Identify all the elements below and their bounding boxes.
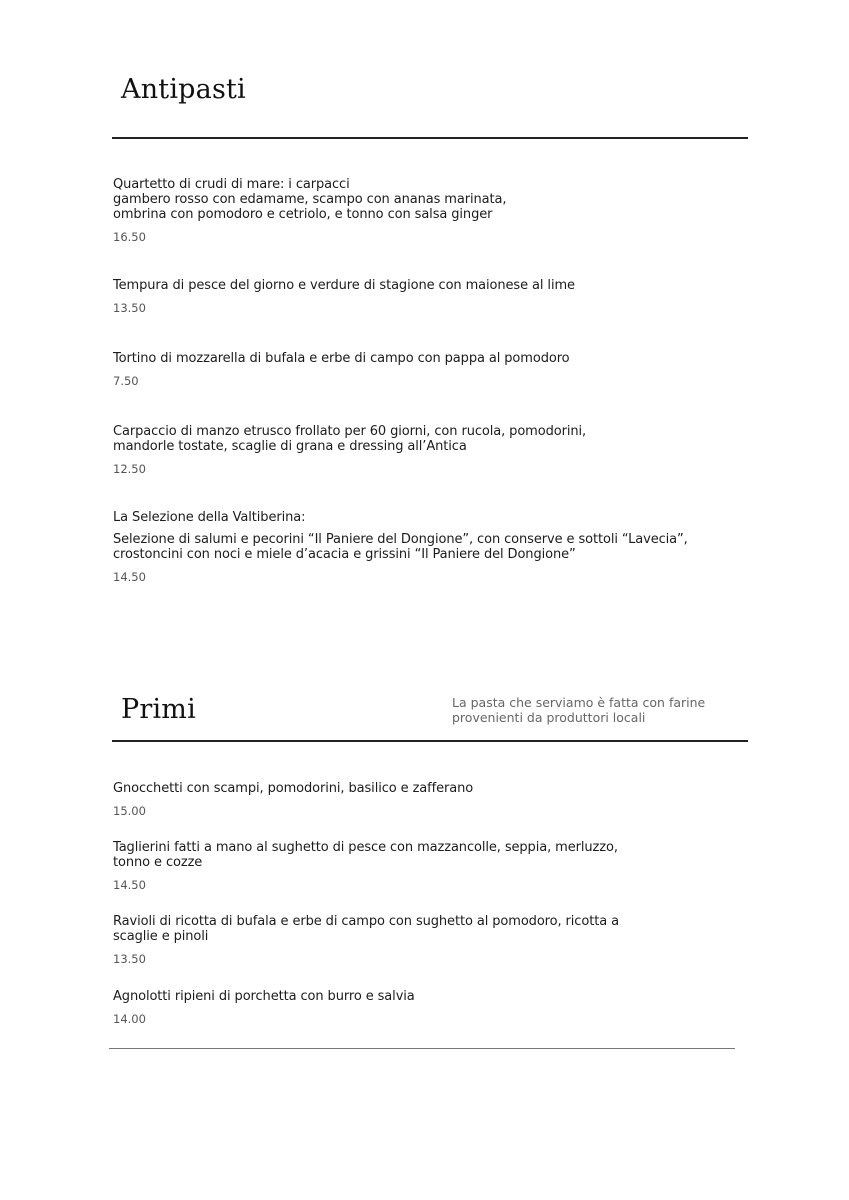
- section-divider: [112, 740, 748, 742]
- item-description: Gnocchetti con scampi, pomodorini, basilico e zafferano: [113, 781, 474, 796]
- item-price: 14.00: [113, 1012, 146, 1026]
- item-description: Tempura di pesce del giorno e verdure di stagione con maionese al lime: [113, 278, 575, 293]
- menu-item: [113, 424, 753, 476]
- section-divider: [112, 137, 748, 139]
- page-bottom-divider: [109, 1048, 735, 1049]
- menu-item: [113, 278, 753, 315]
- item-price: 13.50: [113, 952, 146, 966]
- item-price: 14.50: [113, 570, 146, 584]
- item-price: 13.50: [113, 301, 146, 315]
- item-description: Tortino di mozzarella di bufala e erbe di campo con pappa al pomodoro: [113, 351, 570, 366]
- item-price: 14.50: [113, 878, 146, 892]
- section-title-antipasti: Antipasti: [121, 74, 246, 105]
- section-title-primi: Primi: [121, 694, 196, 725]
- menu-item: [113, 840, 753, 892]
- item-price: 15.00: [113, 804, 146, 818]
- menu-item: [113, 510, 753, 584]
- section-note: La pasta che serviamo è fatta con farine provenienti da produttori locali: [452, 695, 706, 725]
- item-price: 7.50: [113, 374, 139, 388]
- menu-item: [113, 989, 753, 1026]
- menu-item: [113, 351, 753, 388]
- menu-item: [113, 914, 753, 966]
- item-description: Ravioli di ricotta di bufala e erbe di campo con sughetto al pomodoro, ricotta a scaglie e pinoli: [113, 914, 619, 944]
- item-description: Quartetto di crudi di mare: i carpacci gambero rosso con edamame, scampo con ananas marinata, ombrina con pomodoro e cetriolo, e tonno con salsa ginger: [113, 177, 507, 222]
- item-description: Selezione di salumi e pecorini “Il Paniere del Dongione”, con conserve e sottoli “Lavecia”, crostoncini con noci e miele d’acacia e grissini “Il Paniere del Dongione”: [113, 532, 688, 562]
- menu-item: [113, 177, 753, 244]
- item-description: Taglierini fatti a mano al sughetto di pesce con mazzancolle, seppia, merluzzo, tonno e cozze: [113, 840, 618, 870]
- menu-item: [113, 781, 753, 818]
- item-price: 16.50: [113, 230, 146, 244]
- item-heading: La Selezione della Valtiberina:: [113, 510, 306, 525]
- item-price: 12.50: [113, 462, 146, 476]
- item-description: Agnolotti ripieni di porchetta con burro e salvia: [113, 989, 415, 1004]
- item-description: Carpaccio di manzo etrusco frollato per 60 giorni, con rucola, pomodorini, mandorle tostate, scaglie di grana e dressing all’Antica: [113, 424, 587, 454]
